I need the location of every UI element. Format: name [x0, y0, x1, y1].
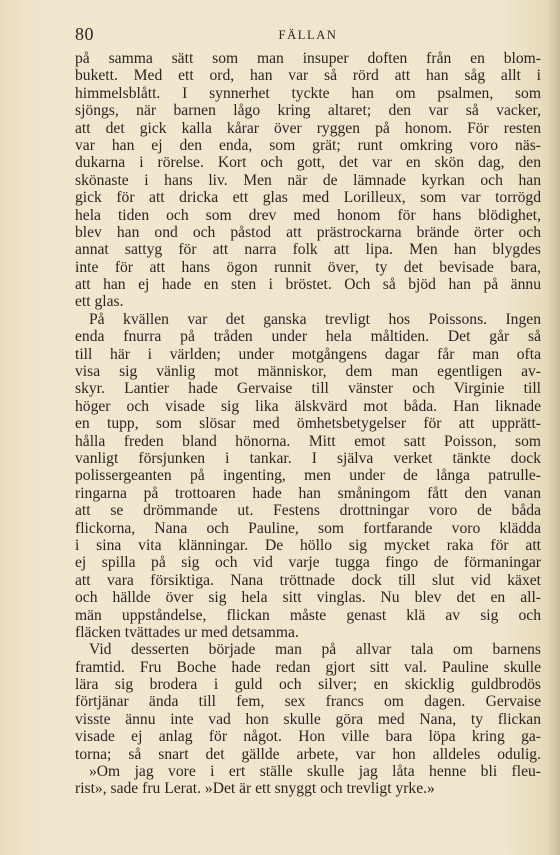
text-line: till här i världen; under motgångens dagar får man ofta — [75, 345, 541, 363]
running-title: FÄLLAN — [278, 28, 338, 42]
text-line: torna; så snart det gällde arbete, var hon alldeles odulig. — [75, 745, 541, 763]
text-line: att se drömmande ut. Festens drottningar voro de båda — [75, 502, 541, 520]
text-line: lära sig brodera i guld och silver; en skicklig guldbrodös — [75, 676, 541, 694]
text-line: enda fnurra på tråden under hela måltiden. Det går så — [75, 328, 541, 346]
text-line: På kvällen var det ganska trevligt hos Poissons. Ingen — [89, 310, 541, 328]
text-line: skönaste i hans liv. Men när de lämnade kyrkan och han — [75, 171, 541, 189]
text-line: höger och visade sig lika älskvärd mot båda. Han liknade — [75, 397, 541, 415]
body-text — [75, 50, 541, 798]
text-line: gick för att dricka ett glas med Lorilleux, som var torrögd — [75, 189, 541, 207]
text-line: inte för att hans ögon runnit över, ty det bevisade bara, — [75, 258, 541, 276]
text-line: skyr. Lantier hade Gervaise till vänster och Virginie till — [75, 380, 541, 398]
text-line: i sina vita klänningar. De höllo sig mycket raka för att — [75, 536, 541, 554]
text-line: ej spilla på sig och vid varje tugga fingo de förmaningar — [75, 554, 541, 572]
text-line: fläcken tvättades ur med detsamma. — [75, 623, 299, 641]
text-line: hålla freden bland hönorna. Mitt emot satt Poisson, som — [75, 432, 541, 450]
text-line: på samma sätt som man insuper doften från en blom- — [75, 50, 541, 67]
text-line: visste ännu inte vad hon skulle göra med Nana, ty flickan — [75, 710, 541, 728]
text-line: att det gick kalla kårar över ryggen på honom. För resten — [75, 119, 541, 137]
text-line: rist», sade fru Lerat. »Det är ett snyggt och trevligt yrke.» — [75, 780, 435, 798]
text-line: att han ej hade en sten i bröstet. Och så bjöd han på ännu — [75, 276, 541, 294]
text-line: polissergeanten på ingenting, men under de långa patrulle- — [75, 467, 541, 485]
text-line: vanligt försjunken i tankar. I själva verket tänkte dock — [75, 449, 541, 467]
text-line: bukett. Med ett ord, han var så rörd att han såg allt i — [75, 67, 541, 85]
text-line: Vid desserten började man på allvar tala om barnens — [89, 641, 541, 659]
text-line: en tupp, som slösar med ömhetsbetygelser för att upprätt- — [75, 415, 541, 433]
text-line: ringarna på trottoaren hade han småningom fått den vanan — [75, 484, 541, 502]
text-line: hela tiden och som drev med honom för hans blödighet, — [75, 206, 541, 224]
text-line: dukarna i rörelse. Kort och gott, det var en skön dag, den — [75, 154, 541, 172]
text-line: »Om jag vore i ert ställe skulle jag låta henne bli fleu- — [89, 763, 541, 781]
text-line: sjöngs, när barnen lågo kring altaret; den var så vacker, — [75, 102, 541, 120]
text-line: män uppståndelse, flickan måste genast klä av sig och — [75, 606, 541, 624]
text-line: visade ej anlag för något. Hon ville bara löpa kring ga- — [75, 728, 541, 746]
text-line: ett glas. — [75, 293, 124, 311]
text-line: och hällde över sig hela sitt vinglas. Nu blev det en all- — [75, 589, 541, 607]
text-line: himmelsblått. I synnerhet tyckte han om psalmen, som — [75, 84, 541, 102]
text-line: att vara försiktiga. Nana tröttnade dock till slut vid käxet — [75, 571, 541, 589]
text-line: framtid. Fru Boche hade redan gjort sitt val. Pauline skulle — [75, 658, 541, 676]
text-line: visa sig vänlig mot människor, dem man egentligen av- — [75, 363, 541, 381]
text-line: blev han ond och påstod att prästrockarna brände örter och — [75, 223, 541, 241]
text-line: var han ej den enda, som grät; runt omkring voro näs- — [75, 136, 541, 154]
text-line: annat sattyg för att narra folk att lipa. Men han blygdes — [75, 241, 541, 259]
page-edge-shadow — [546, 0, 560, 855]
page-header — [75, 24, 541, 46]
text-line: flickorna, Nana och Pauline, som fortfarande voro klädda — [75, 519, 541, 537]
text-line: förtjänar ända till fem, sex francs om dagen. Gervaise — [75, 693, 541, 711]
page-number: 80 — [75, 24, 94, 44]
